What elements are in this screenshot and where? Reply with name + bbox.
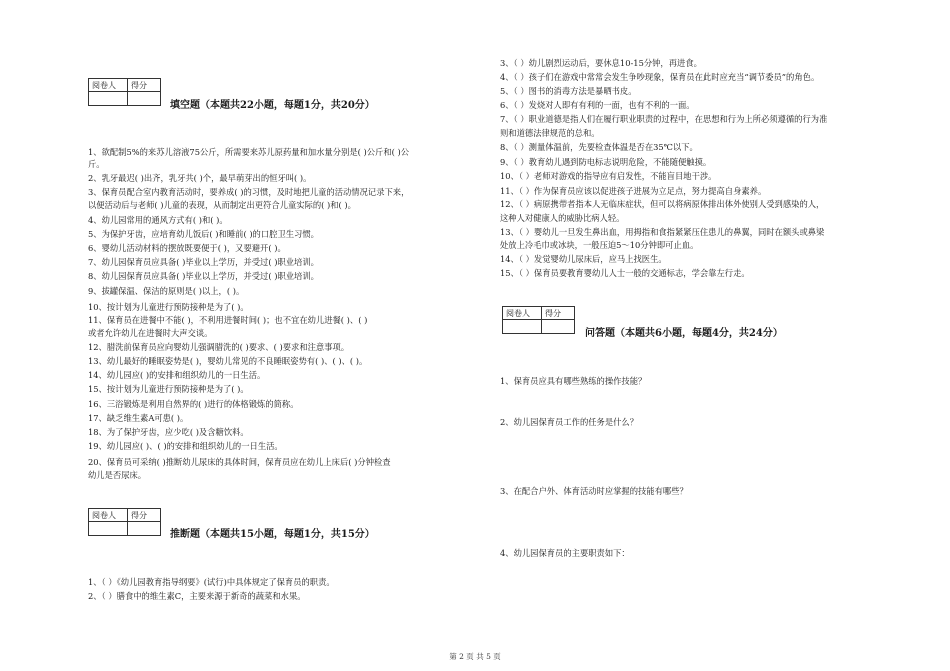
score-box-judge <box>88 508 161 536</box>
score-label-score: 得分 <box>128 79 161 92</box>
score-cell <box>128 522 161 536</box>
judge-question-line: 2、（ ）膳食中的维生素C，主要来源于新奇的蔬菜和水果。 <box>88 591 306 601</box>
fill-question-line: 10、按计划为儿童进行预防接种是为了( )。 <box>88 302 249 312</box>
grader-cell <box>503 320 542 334</box>
grader-cell <box>89 522 128 536</box>
fill-question-line: 15、按计划为儿童进行预防接种是为了( )。 <box>88 384 249 394</box>
grader-cell <box>89 92 128 106</box>
fill-question-line: 或者允许幼儿在进餐时大声交谈。 <box>88 328 213 338</box>
score-label-grader: 阅卷人 <box>503 307 542 320</box>
score-label-score: 得分 <box>128 509 161 522</box>
fill-question-line: 斤。 <box>88 159 105 169</box>
score-label-grader: 阅卷人 <box>89 509 128 522</box>
fill-question-line: 11、保育员在进餐中不能( )，不利用进餐时间( )；也不宜在幼儿进餐( )、( ) <box>88 315 368 325</box>
fill-question-line: 幼儿是否尿床。 <box>88 470 147 480</box>
fill-question-line: 14、幼儿园应( )的安排和组织幼儿的一日生活。 <box>88 370 266 380</box>
fill-question-line: 12、腊洗前保育员应向婴幼儿强调腊洗的( )要求、( )要求和注意事项。 <box>88 342 350 352</box>
judge-question-line: 11、（ ）作为保育员应该以促进孩子进展为立足点，努力提高自身素养。 <box>500 186 767 196</box>
fill-question-line: 18、为了保护牙齿，应少吃( )及含糖饮料。 <box>88 427 249 437</box>
judge-question-line: 5、（ ）图书的消毒方法是暴晒书皮。 <box>500 86 637 96</box>
fill-question-line: 9、拔罐保温、保洁的原则是( )以上，( )。 <box>88 286 245 296</box>
judge-question-line: 这种人对健康人的威胁比病人轻。 <box>500 213 625 223</box>
fill-question-line: 7、幼儿园保育员应具备( )毕业以上学历，并受过( )职业培训。 <box>88 257 319 267</box>
fill-question-line: 8、幼儿园保育员应具备( )毕业以上学历，并受过( )职业培训。 <box>88 271 319 281</box>
fill-question-line: 3、保育员配合室内教育活动时，要养成( )的习惯，及时地把儿童的活动情况记录下来， <box>88 187 410 197</box>
fill-question-line: 13、幼儿最好的睡眠姿势是( )，婴幼儿常见的不良睡眠姿势有( )、( )、( )。 <box>88 356 368 366</box>
judge-question-line: 处放上冷毛巾或冰块，一般压迫5～10分钟即可止血。 <box>500 240 699 250</box>
fill-question-line: 1、欲配制5%的来苏儿溶液75公斤，所需要来苏儿原药量和加水量分别是( )公斤和( )公 <box>88 147 410 157</box>
qa-question: 4、幼儿园保育员的主要职责如下： <box>500 548 630 558</box>
fill-question-line: 16、三浴锻炼是利用自然界的( )进行的体格锻炼的简称。 <box>88 399 299 409</box>
judge-question-line: 4、（ ）孩子们在游戏中常常会发生争吵现象，保育员在此时应充当“调节委员”的角色。 <box>500 72 820 82</box>
score-box-fill <box>88 78 161 106</box>
fill-question-line: 4、幼儿园常用的通风方式有( )和( )。 <box>88 215 228 225</box>
judge-question-line: 10、（ ）老师对游戏的指导应有启发性，不能盲目地干涉。 <box>500 171 717 181</box>
score-cell <box>542 320 575 334</box>
judge-question-line: 9、（ ）教育幼儿遇到防电标志说明危险，不能随便触摸。 <box>500 157 712 167</box>
judge-question-line: 8、（ ）测量体温前，先要检查体温是否在35℃以下。 <box>500 142 698 152</box>
qa-question: 3、在配合户外、体育活动时应掌握的技能有哪些？ <box>500 486 688 496</box>
fill-section-title: 填空题（本题共22小题，每题1分，共20分） <box>170 100 375 111</box>
fill-question-line: 以便活动后与老师( )儿童的表现，从而制定出更符合儿童实际的( )和( )。 <box>88 200 356 210</box>
fill-question-line: 19、幼儿园应( )、( )的安排和组织幼儿的一日生活。 <box>88 441 283 451</box>
score-box-qa <box>502 306 575 334</box>
judge-question-line: 1、（ ）《幼儿园教育指导纲要》(试行)中具体规定了保育员的职责。 <box>88 577 335 587</box>
qa-question: 2、幼儿园保育员工作的任务是什么？ <box>500 417 639 427</box>
score-cell <box>128 92 161 106</box>
judge-question-line: 6、（ ）发烧对人即有有利的一面，也有不利的一面。 <box>500 100 695 110</box>
judge-question-line: 则和道德法律规范的总和。 <box>500 128 600 138</box>
fill-question-line: 2、乳牙最迟( )出齐，乳牙共( )个，最早萌芽出的恒牙叫( )。 <box>88 173 312 183</box>
qa-question: 1、保育员应具有哪些熟练的操作技能？ <box>500 376 647 386</box>
fill-question-line: 17、缺乏维生素A可患( )。 <box>88 413 189 423</box>
judge-question-line: 13、（ ）婴幼儿一旦发生鼻出血，用拇指和食指紧紧压住患儿的鼻翼，同时在额头或鼻梁 <box>500 227 825 237</box>
judge-section-title: 推断题（本题共15小题，每题1分，共15分） <box>170 529 375 540</box>
fill-question-line: 20、保育员可采纳( )推断幼儿尿床的具体时间，保育员应在幼儿上床后( )分钟检查 <box>88 457 391 467</box>
fill-question-line: 6、婴幼儿活动材料的摆放既要便于( )，又要避开( )。 <box>88 243 286 253</box>
score-label-grader: 阅卷人 <box>89 79 128 92</box>
fill-question-line: 5、为保护牙齿，应培育幼儿饭后( )和睡前( )的口腔卫生习惯。 <box>88 229 319 239</box>
judge-question-line: 3、（ ）幼儿剧烈运动后，要休息10-15分钟，再进食。 <box>500 58 702 68</box>
judge-question-line: 14、（ ）发觉婴幼儿尿床后，应马上找医生。 <box>500 254 667 264</box>
judge-question-line: 12、（ ）病原携带者指本人无临床症状，但可以将病原体排出体外使别人受到感染的人， <box>500 199 825 209</box>
judge-question-line: 7、（ ）职业道德是指人们在履行职业职责的过程中，在思想和行为上所必须遵循的行为准 <box>500 114 828 124</box>
qa-section-title: 问答题（本题共6小题，每题4分，共24分） <box>585 328 783 339</box>
page-footer: 第 2 页 共 5 页 <box>449 652 501 661</box>
score-label-score: 得分 <box>542 307 575 320</box>
judge-question-line: 15、（ ）保育员要教育婴幼儿人士一般的交通标志，学会靠左行走。 <box>500 268 750 278</box>
